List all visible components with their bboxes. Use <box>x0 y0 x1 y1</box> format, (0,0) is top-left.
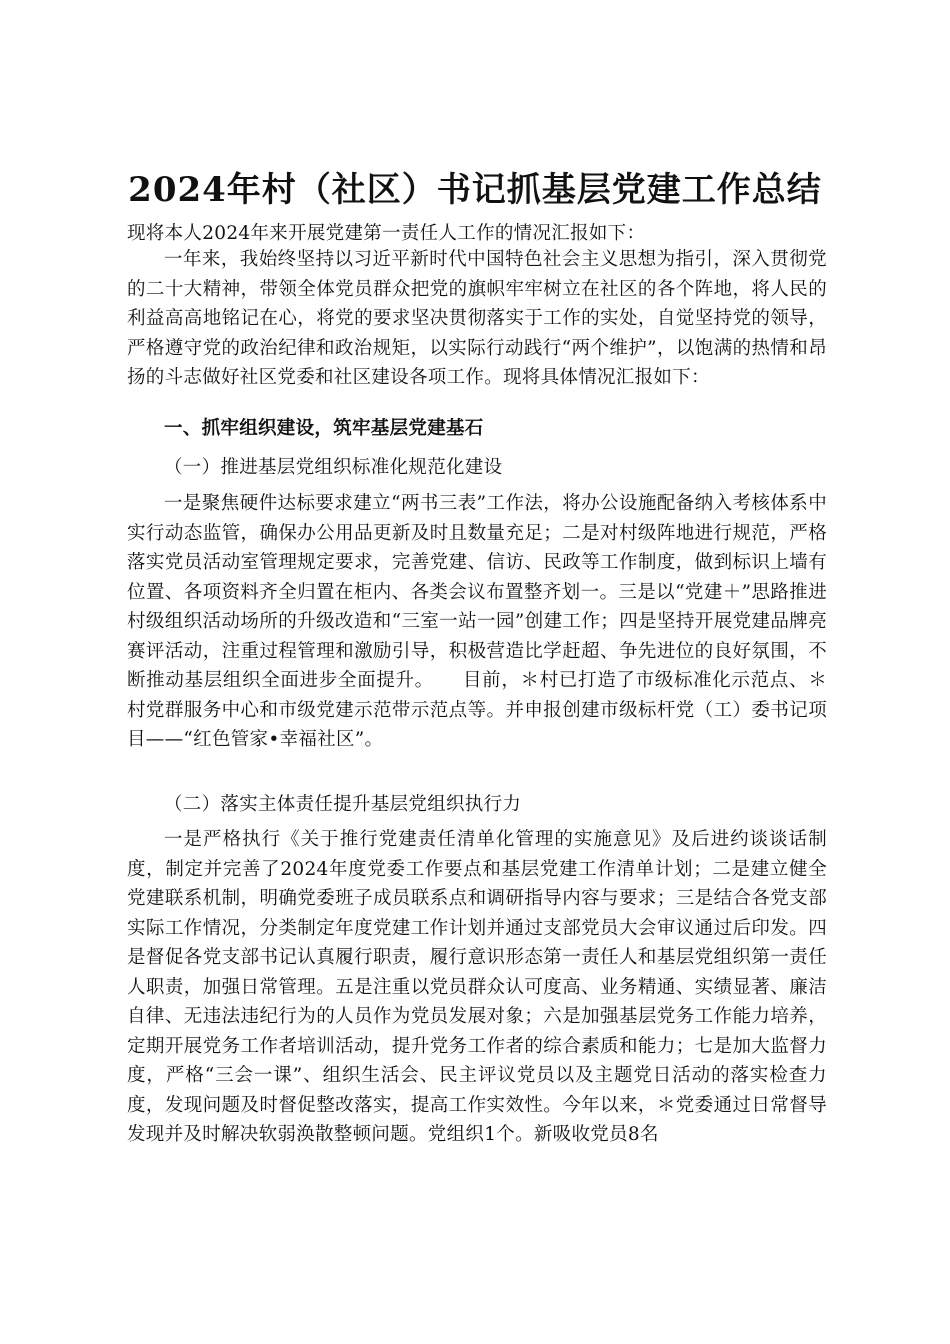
section-heading-1: 一、抓牢组织建设，筑牢基层党建基石 <box>164 418 484 439</box>
document-title: 2024年村（社区）书记抓基层党建工作总结 <box>128 170 822 210</box>
subsection-heading-1: （一）推进基层党组织标准化规范化建设 <box>164 457 503 478</box>
paragraph-standardization: 一是聚焦硬件达标要求建立“两书三表”工作法，将办公设施配备纳入考核体系中实行动态监管，确保办公用品更新及时且数量充足；二是对村级阵地进行规范，严格落实党员活动室管理规定要求，完善党建、信访、民政等工作制度，做到标识上墙有位置、各项资料齐全归置在柜内、各类会议布置整齐划一。三是以“党建＋”思路推进村级组织活动场所的升级改造和“三室一站一园”创建工作；四是坚持开展党建品牌亮赛评活动，注重过程管理和激励引导，积极营造比学赶超、争先进位的良好氛围，不断推动基层组织全面进步全面提升。 目前，＊村已打造了市级标准化示范点、＊村党群服务中心和市级党建示范带示范点等。并申报创建市级标杆党（工）委书记项目——“红色管家•幸福社区”。 <box>127 493 827 750</box>
paragraph-responsibility: 一是严格执行《关于推行党建责任清单化管理的实施意见》及后进约谈谈话制度，制定并完善了2024年度党委工作要点和基层党建工作清单计划；二是建立健全党建联系机制，明确党委班子成员联系点和调研指导内容与要求；三是结合各党支部实际工作情况，分类制定年度党建工作计划并通过支部党员大会审议通过后印发。四是督促各党支部书记认真履行职责，履行意识形态第一责任人和基层党组织第一责任人职责，加强日常管理。五是注重以党员群众认可度高、业务精通、实绩显著、廉洁自律、无违法违纪行为的人员作为党员发展对象；六是加强基层党务工作能力培养，定期开展党务工作者培训活动，提升党务工作者的综合素质和能力；七是加大监督力度，严格“三会一课”、组织生活会、民主评议党员以及主题党日活动的落实检查力度，发现问题及时督促整改落实，提高工作实效性。今年以来，＊党委通过日常督导发现并及时解决软弱涣散整顿问题。党组织1个。新吸收党员8名 <box>127 829 827 1145</box>
intro-line: 现将本人2024年来开展党建第一责任人工作的情况汇报如下： <box>127 223 646 244</box>
paragraph-overview: 一年来，我始终坚持以习近平新时代中国特色社会主义思想为指引，深入贯彻党的二十大精神，带领全体党员群众把党的旗帜牢牢树立在社区的各个阵地，将人民的利益高高地铭记在心，将党的要求坚决贯彻落实于工作的实处，自觉坚持党的领导，严格遵守党的政治纪律和政治规矩，以实际行动践行“两个维护”，以饱满的热情和昂扬的斗志做好社区党委和社区建设各项工作。现将具体情况汇报如下： <box>127 249 827 388</box>
subsection-heading-2: （二）落实主体责任提升基层党组织执行力 <box>164 794 522 815</box>
